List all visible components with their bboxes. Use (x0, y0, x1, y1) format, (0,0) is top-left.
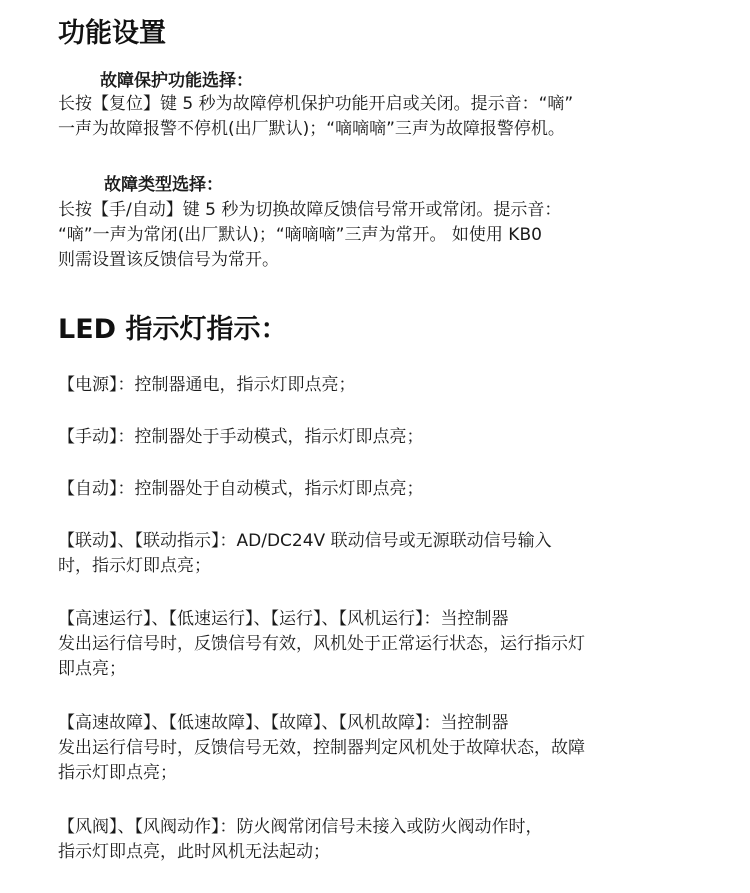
text-line: 【手动】：控制器处于手动模式，指示灯即点亮； (58, 427, 424, 447)
text-line: 【自动】：控制器处于自动模式，指示灯即点亮； (58, 479, 424, 499)
section-title-led-indicators: LED 指示灯指示： (58, 314, 288, 345)
text-line: 指示灯即点亮； (58, 763, 177, 783)
text-line: 指示灯即点亮，此时风机无法起动； (58, 842, 330, 862)
led-item-damper (58, 815, 718, 865)
led-item-manual (58, 425, 718, 450)
led-item-running (58, 607, 718, 682)
text-line: 一声为故障报警不停机(出厂默认)；“嘀嘀嘀”三声为故障报警停机。 (58, 119, 565, 139)
subheading-fault-type: 故障类型选择： (104, 175, 223, 195)
paragraph-fault-type (58, 198, 718, 273)
text-line: 即点亮； (58, 659, 126, 679)
section-title-function-settings: 功能设置 (58, 18, 166, 49)
led-item-power (58, 373, 718, 398)
text-line: 【联动】、【联动指示】：AD/DC24V 联动信号或无源联动信号输入 (58, 531, 552, 551)
text-line: 长按【手/自动】键 5 秒为切换故障反馈信号常开或常闭。提示音： (58, 200, 562, 220)
text-line: 【高速运行】、【低速运行】、【运行】、【风机运行】：当控制器 (58, 609, 509, 629)
text-line: 【高速故障】、【低速故障】、【故障】、【风机故障】：当控制器 (58, 713, 509, 733)
text-line: 【电源】：控制器通电，指示灯即点亮； (58, 375, 356, 395)
paragraph-fault-protection (58, 92, 718, 142)
subheading-fault-protection: 故障保护功能选择： (100, 71, 253, 91)
text-line: 【风阀】、【风阀动作】：防火阀常闭信号未接入或防火阀动作时， (58, 817, 543, 837)
text-line: 长按【复位】键 5 秒为故障停机保护功能开启或关闭。提示音：“嘀” (58, 94, 574, 114)
led-item-fault (58, 711, 718, 786)
text-line: 发出运行信号时，反馈信号无效，控制器判定风机处于故障状态，故障 (58, 738, 585, 758)
text-line: 则需设置该反馈信号为常开。 (58, 250, 279, 270)
text-line: “嘀”一声为常闭(出厂默认)；“嘀嘀嘀”三声为常开。 如使用 KB0 (58, 225, 542, 245)
text-line: 时，指示灯即点亮； (58, 556, 211, 576)
led-item-auto (58, 477, 718, 502)
text-line: 发出运行信号时，反馈信号有效，风机处于正常运行状态，运行指示灯 (58, 634, 585, 654)
led-item-linkage (58, 529, 718, 579)
